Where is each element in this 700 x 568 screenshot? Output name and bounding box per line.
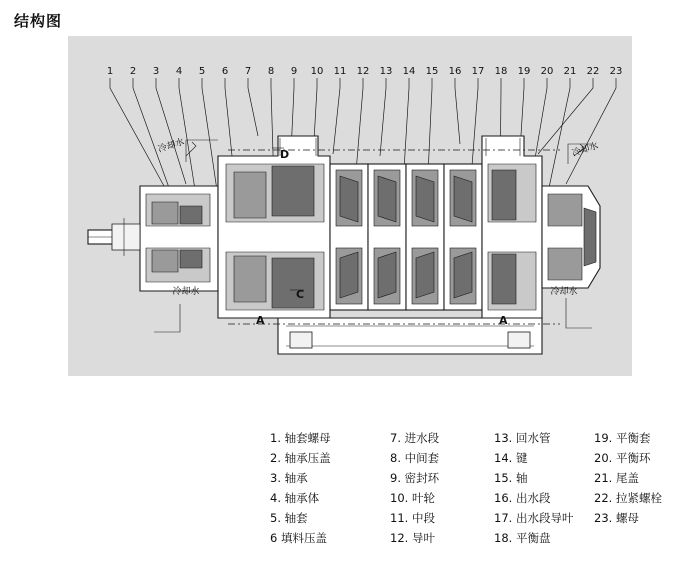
svg-text:21: 21 (563, 66, 577, 77)
legend-item: 17. 出水段导叶 (494, 511, 574, 525)
svg-text:23: 23 (609, 66, 623, 77)
svg-text:7: 7 (244, 66, 252, 77)
svg-text:17: 17 (471, 66, 485, 77)
legend-item: 9. 密封环 (390, 471, 440, 485)
svg-text:19: 19 (517, 66, 531, 77)
legend-item: 13. 回水管 (494, 431, 551, 445)
page-title: 结构图 (14, 12, 63, 30)
svg-text:16: 16 (448, 66, 462, 77)
legend-item: 1. 轴套螺母 (270, 431, 331, 445)
svg-text:11: 11 (333, 66, 347, 77)
svg-text:22: 22 (586, 66, 600, 77)
svg-text:18: 18 (494, 66, 508, 77)
legend-item: 19. 平衡套 (594, 431, 651, 445)
svg-text:12: 12 (356, 66, 370, 77)
section-label-c: C (296, 288, 305, 301)
legend-item: 3. 轴承 (270, 471, 308, 485)
svg-text:6: 6 (221, 66, 229, 77)
legend (270, 432, 690, 545)
svg-text:1: 1 (106, 66, 114, 77)
cooling-water-left-top: 冷却水 (156, 137, 186, 156)
legend-column-1 (270, 432, 390, 545)
legend-item: 21. 尾盖 (594, 471, 639, 485)
legend-column-2 (390, 432, 494, 545)
section-label-d: D (280, 148, 290, 161)
section-label-a-left: A (256, 314, 265, 327)
legend-item: 4. 轴承体 (270, 491, 320, 505)
number-labels (107, 66, 623, 77)
cooling-water-right-bottom: 冷却水 (550, 287, 578, 297)
legend-item: 18. 平衡盘 (494, 531, 551, 545)
svg-text:14: 14 (402, 66, 416, 77)
legend-item: 2. 轴承压盖 (270, 451, 331, 465)
diagram-svg (68, 36, 632, 376)
legend-item: 23. 螺母 (594, 511, 639, 525)
legend-item: 22. 拉紧螺栓 (594, 491, 662, 505)
legend-item: 20. 平衡环 (594, 451, 651, 465)
cooling-water-right-top: 冷却水 (570, 141, 600, 160)
legend-item: 6 填料压盖 (270, 531, 327, 545)
svg-text:13: 13 (379, 66, 393, 77)
svg-text:3: 3 (152, 66, 160, 77)
pump-cross-section (88, 136, 600, 354)
svg-text:15: 15 (425, 66, 439, 77)
svg-text:5: 5 (198, 66, 206, 77)
legend-item: 11. 中段 (390, 511, 435, 525)
legend-item: 14. 键 (494, 451, 528, 465)
legend-item: 8. 中间套 (390, 451, 440, 465)
svg-text:20: 20 (540, 66, 554, 77)
svg-text:2: 2 (129, 66, 137, 77)
svg-text:10: 10 (310, 66, 324, 77)
legend-item: 10. 叶轮 (390, 491, 435, 505)
legend-column-3 (494, 432, 594, 545)
legend-item: 15. 轴 (494, 471, 528, 485)
legend-item: 12. 导叶 (390, 531, 435, 545)
legend-column-4 (594, 432, 690, 545)
legend-item: 7. 进水段 (390, 431, 440, 445)
section-label-a-right: A (499, 314, 508, 327)
legend-item: 16. 出水段 (494, 491, 551, 505)
svg-text:9: 9 (290, 66, 298, 77)
svg-text:4: 4 (175, 66, 183, 77)
svg-text:8: 8 (267, 66, 275, 77)
pump-structure-diagram (68, 36, 632, 376)
legend-item: 5. 轴套 (270, 511, 308, 525)
cooling-water-left-bottom: 冷却水 (172, 287, 200, 297)
